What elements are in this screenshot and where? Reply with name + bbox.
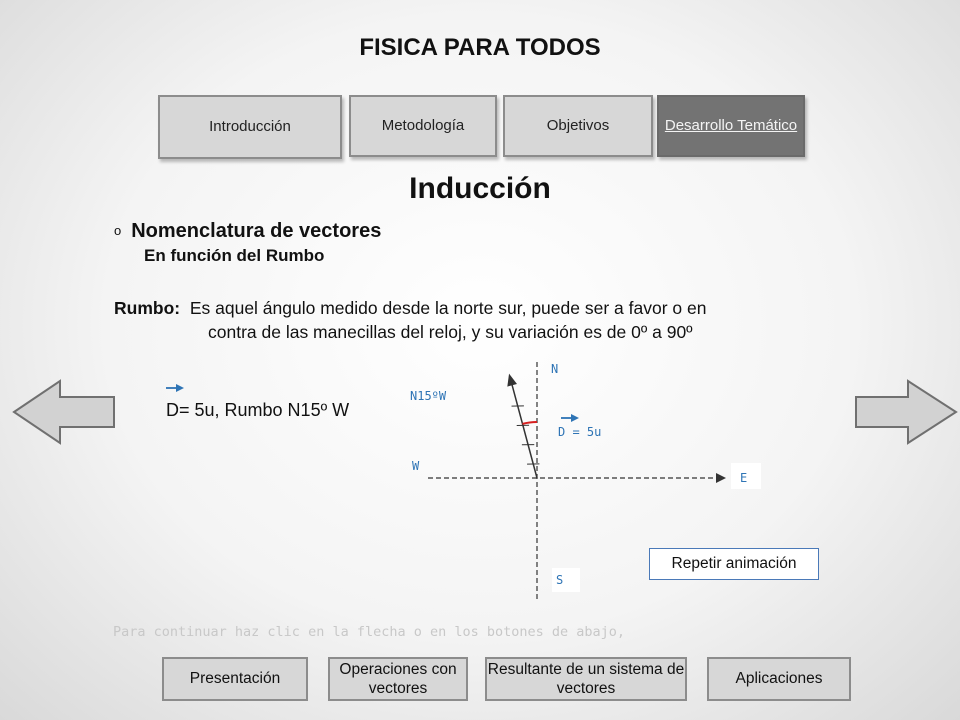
- east-label: E: [731, 463, 761, 489]
- rumbo-line-2: contra de las manecillas del reloj, y su variación es de 0º a 90º: [208, 322, 693, 342]
- prev-arrow-icon[interactable]: [10, 378, 120, 446]
- bullet-mark: o: [114, 223, 122, 238]
- bullet-text: Nomenclatura de vectores: [131, 220, 382, 242]
- rumbo-definition: [114, 296, 706, 344]
- presentacion-button[interactable]: Presentación: [162, 657, 308, 701]
- operaciones-vectores-button[interactable]: Operaciones con vectores: [328, 657, 468, 701]
- footer-instruction: Para continuar haz clic en la flecha o en los botones de abajo,: [113, 624, 626, 640]
- repeat-animation-button[interactable]: Repetir animación: [649, 548, 819, 580]
- tab-desarrollo-tematico[interactable]: Desarrollo Temático: [657, 95, 805, 157]
- north-label: N: [551, 362, 559, 376]
- tab-metodologia[interactable]: Metodología: [349, 95, 497, 157]
- rumbo-line-1: Es aquel ángulo medido desde la norte sur, puede ser a favor o en: [189, 298, 707, 318]
- subheading: En función del Rumbo: [144, 246, 325, 265]
- page-title: FISICA PARA TODOS: [359, 34, 601, 61]
- section-heading: Inducción: [409, 172, 551, 205]
- next-arrow-icon[interactable]: [852, 378, 960, 446]
- vector-d-label: [558, 425, 601, 439]
- south-label: S: [552, 568, 580, 592]
- east-arrowhead-icon: [716, 473, 726, 483]
- vector-d-arrow-icon: [560, 413, 580, 423]
- tab-objetivos[interactable]: Objetivos: [503, 95, 653, 157]
- tab-introduccion[interactable]: Introducción: [158, 95, 342, 159]
- angle-arc: [523, 422, 538, 424]
- direction-label: N15ºW: [410, 389, 447, 403]
- vector-formula: D= 5u, Rumbo N15º W: [166, 400, 350, 420]
- vector-letter: D: [558, 425, 566, 439]
- vector-value: = 5u: [572, 425, 602, 439]
- west-label: W: [412, 459, 420, 473]
- rumbo-term: Rumbo:: [114, 298, 181, 318]
- bullet-item: [114, 220, 381, 243]
- resultante-sistema-button[interactable]: Resultante de un sistema de vectores: [485, 657, 687, 701]
- aplicaciones-button[interactable]: Aplicaciones: [707, 657, 851, 701]
- vector-arrow-icon: [165, 383, 185, 393]
